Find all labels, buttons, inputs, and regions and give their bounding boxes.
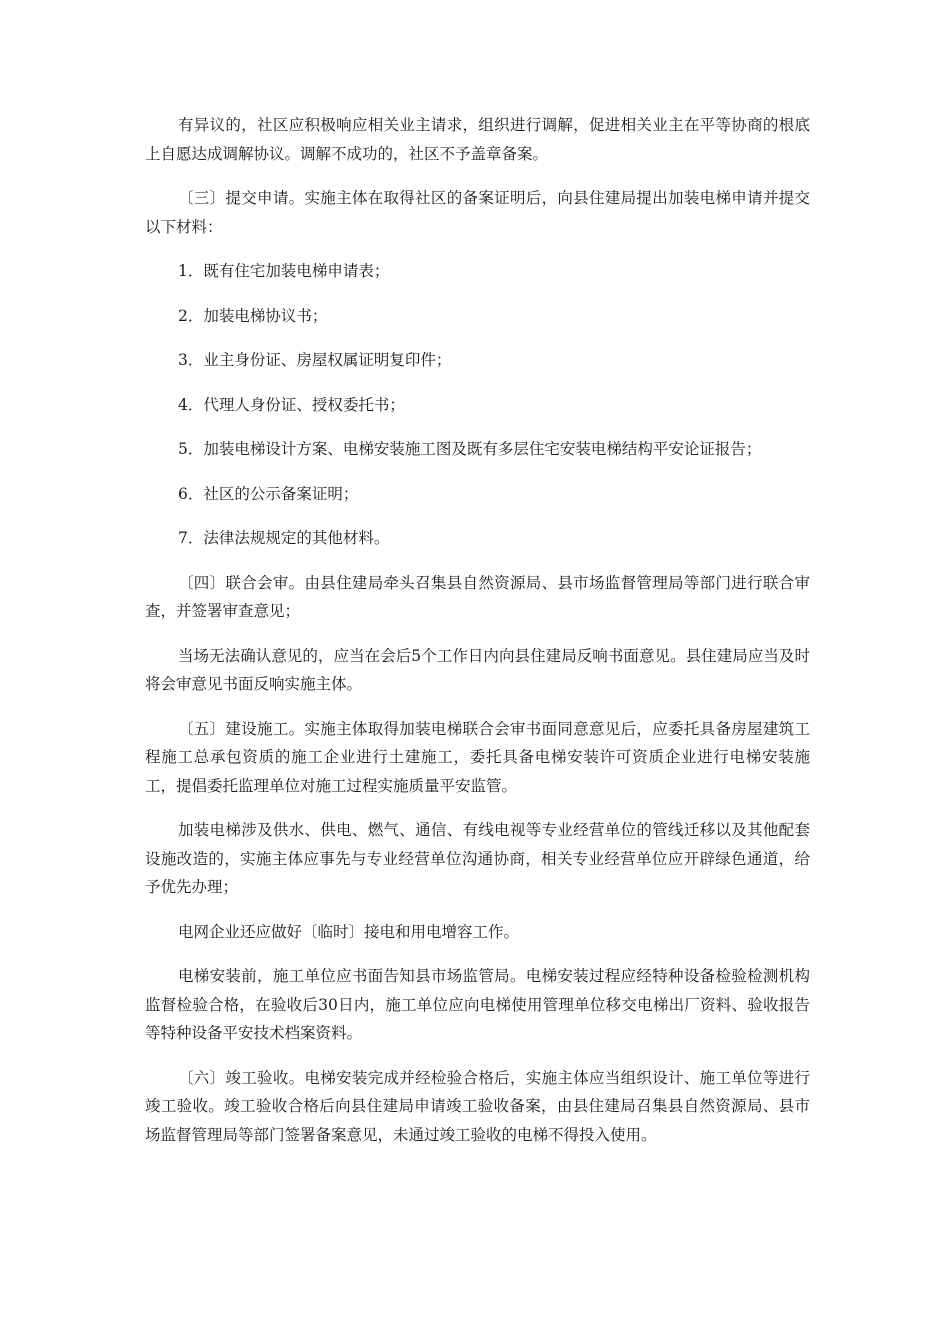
paragraph-completion-acceptance: 〔六〕竣工验收。电梯安装完成并经检验合格后，实施主体应当组织设计、施工单位等进行竣工验收。竣工验收合格后向县住建局申请竣工验收备案，由县住建局召集县自然资源局、县市场监督管理局等部门签署备案意见，未通过竣工验收的电梯不得投入使用。 (145, 1068, 810, 1144)
list-item-other-materials: 7．法律法规规定的其他材料。 (178, 529, 390, 547)
list-item-public-notice: 6．社区的公示备案证明； (178, 484, 359, 503)
paragraph-construction: 〔五〕建设施工。实施主体取得加装电梯联合会审书面同意意见后，应委托具备房屋建筑工程施工总承包资质的施工企业进行土建施工，委托具备电梯安装许可资质企业进行电梯安装施工，提倡委托监理单位对施工过程实施质量平安监管。 (145, 719, 810, 795)
list-item-agreement: 2．加装电梯协议书； (178, 306, 328, 325)
paragraph-submit-application: 〔三〕提交申请。实施主体在取得社区的备案证明后，向县住建局提出加装电梯申请并提交以下材料： (145, 189, 810, 236)
paragraph-installation-inspection: 电梯安装前，施工单位应书面告知县市场监管局。电梯安装过程应经特种设备检验检测机构监督检验合格，在验收后30日内，施工单位应向电梯使用管理单位移交电梯出厂资料、验收报告等特种设备平安技术档案资料。 (145, 967, 810, 1042)
paragraph-review-feedback: 当场无法确认意见的，应当在会后5个工作日内向县住建局反响书面意见。县住建局应当及时将会审意见书面反响实施主体。 (145, 646, 810, 693)
list-item-application-form: 1．既有住宅加装电梯申请表； (178, 262, 390, 280)
paragraph-objection-mediation: 有异议的，社区应积极响应相关业主请求，组织进行调解，促进相关业主在平等协商的根底上自愿达成调解协议。调解不成功的，社区不予盖章备案。 (145, 116, 810, 163)
paragraph-grid-capacity: 电网企业还应做好〔临时〕接电和用电增容工作。 (178, 922, 520, 941)
paragraph-utility-relocation: 加装电梯涉及供水、供电、燃气、通信、有线电视等专业经营单位的管线迁移以及其他配套设施改造的，实施主体应事先与专业经营单位沟通协商，相关专业经营单位应开辟绿色通道，给予优先办理； (145, 821, 810, 896)
paragraph-joint-review: 〔四〕联合会审。由县住建局牵头召集县自然资源局、县市场监督管理局等部门进行联合审查，并签署审查意见； (145, 573, 810, 620)
list-item-owner-id: 3．业主身份证、房屋权属证明复印件； (178, 351, 452, 369)
list-item-design-plan: 5．加装电梯设计方案、电梯安装施工图及既有多层住宅安装电梯结构平安论证报告； (178, 440, 762, 458)
document-body (145, 111, 810, 1165)
list-item-agent-id: 4．代理人身份证、授权委托书； (178, 395, 405, 414)
